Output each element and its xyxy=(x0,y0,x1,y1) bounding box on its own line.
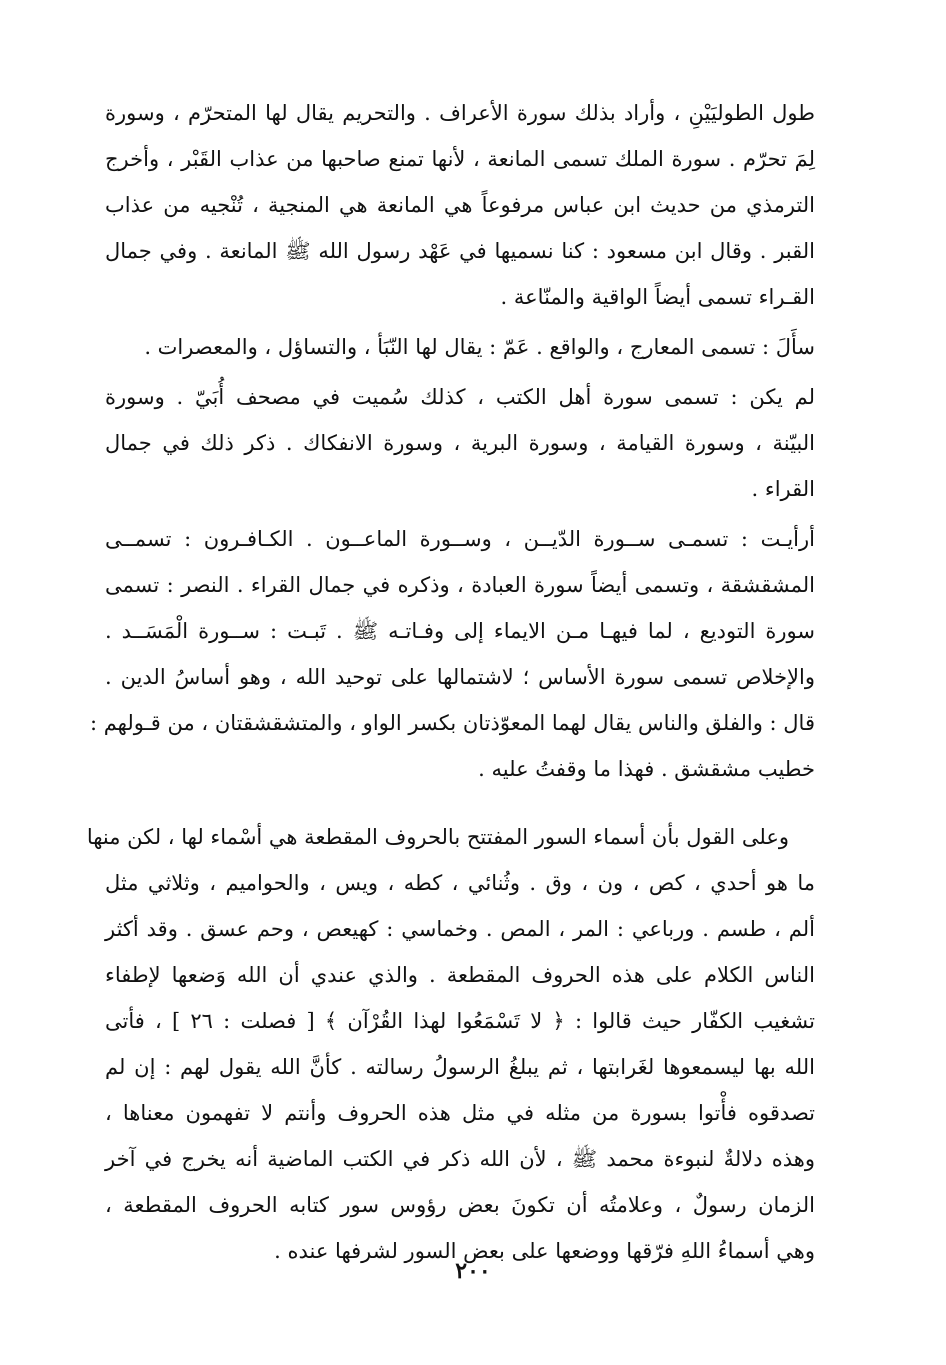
paragraph xyxy=(105,90,815,320)
text-line: الله بها ليسمعوها لغَرابتها ، ثم يبلغُ الرسولُ رسالته . كأنَّ الله يقول لهم : إن لم xyxy=(105,1055,815,1079)
text-line: قال : والفلق والناس يقال لهما المعوّذتان بكسر الواو ، والمتشقشقتان ، من قـولهم : xyxy=(89,711,815,735)
text-line: الناس الكلام على هذه الحروف المقطعة . والذي عندي أن الله وَضعها لإطفاء xyxy=(105,963,815,987)
text-line: ما هو أحدي ، كص ، ون ، وق . وثُنائي ، كطه ، ويس ، والحواميم ، وثلاثي مثل xyxy=(105,871,815,895)
text-line: لِمَ تحرّم . سورة الملك تسمى المانعة ، لأنها تمنع صاحبها من عذاب القَبْر ، وأخرج xyxy=(105,147,815,171)
text-line: البيّنة ، وسورة القيامة ، وسورة البرية ، وسورة الانفكاك . ذكر ذلك في جمال xyxy=(105,431,815,455)
text-line: خطيب مشقشق . فهذا ما وقفتُ عليه . xyxy=(478,757,815,781)
text-line: تشغيب الكفّار حيث قالوا : ﴿ لا تَسْمَعُوا لهذا القُرْآن ﴾ [ فصلت : ٢٦ ] ، فأتى xyxy=(105,1009,815,1033)
text-line: أرأيـت : تسمـى ســورة الدّيــن ، وســورة الماعــون . الكـافـرون : تسمــى xyxy=(105,527,815,551)
text-line: لم يكن : تسمى سورة أهل الكتب ، كذلك سُميت في مصحف أُبَيّ . وسورة xyxy=(105,385,815,409)
text-line: الزمان رسولٌ ، وعلامتُه أن تكونَ بعض رؤوس سور كتابه الحروف المقطعة ، xyxy=(105,1193,815,1217)
page-number: ٢٠٠ xyxy=(455,1258,491,1284)
text-line: وهذه دلالةٌ لنبوءة محمد ﷺ ، لأن الله ذكر في الكتب الماضية أنه يخرج في آخر xyxy=(105,1147,815,1171)
text-line: والإخلاص تسمى سورة الأساس ؛ لاشتمالها على توحيد الله ، وهو أساسُ الدين . xyxy=(105,665,815,689)
text-line: طول الطوليَيْنِ ، وأراد بذلك سورة الأعراف . والتحريم يقال لها المتحرّم ، وسورة xyxy=(105,101,815,125)
text-line: وعلى القول بأن أسماء السور المفتتح بالحروف المقطعة هي أسْماء لها ، لكن منها xyxy=(86,825,789,849)
text-line: وهي أسماءُ اللهِ فرّقها ووضعها على بعض السور لشرفها عنده . xyxy=(274,1239,815,1263)
text-line: ألم ، طسم . ورباعي : المر ، المص . وخماسي : كهيعص ، وحم عسق . وقد أكثر xyxy=(105,917,815,941)
paragraph xyxy=(89,516,815,792)
text-line: سورة التوديع ، لما فيهـا مـن الايماء إلى وفـاتـه ﷺ . تَبـت : ســورة الْمَسَــد . xyxy=(105,619,815,643)
text-line: المشقشقة ، وتسمى أيضاً سورة العبادة ، وذكره في جمال القراء . النصر : تسمى xyxy=(105,573,815,597)
page-body xyxy=(86,90,815,1274)
text-line: الترمذي من حديث ابن عباس مرفوعاً هي المانعة هي المنجية ، تُنْجيه من عذاب xyxy=(105,193,815,217)
text-line: القراء . xyxy=(751,477,815,501)
paragraph xyxy=(86,814,815,1274)
text-line: تصدقوه فأْتوا بسورة من مثله في مثل هذه الحروف وأنتم لا تفهمون معناها ، xyxy=(105,1101,815,1125)
paragraph xyxy=(105,324,815,370)
text-line: القبر . وقال ابن مسعود : كنا نسميها في عَهْد رسول الله ﷺ المانعة . وفي جمال xyxy=(105,239,815,263)
text-line: القـراء تسمى أيضاً الواقية والمنّاعة . xyxy=(500,285,815,309)
text-line: سأَلَ : تسمى المعارج ، والواقع . عَمّ : يقال لها النّبَأ ، والتساؤل ، والمعصرات . xyxy=(144,335,815,359)
paragraph xyxy=(105,374,815,512)
